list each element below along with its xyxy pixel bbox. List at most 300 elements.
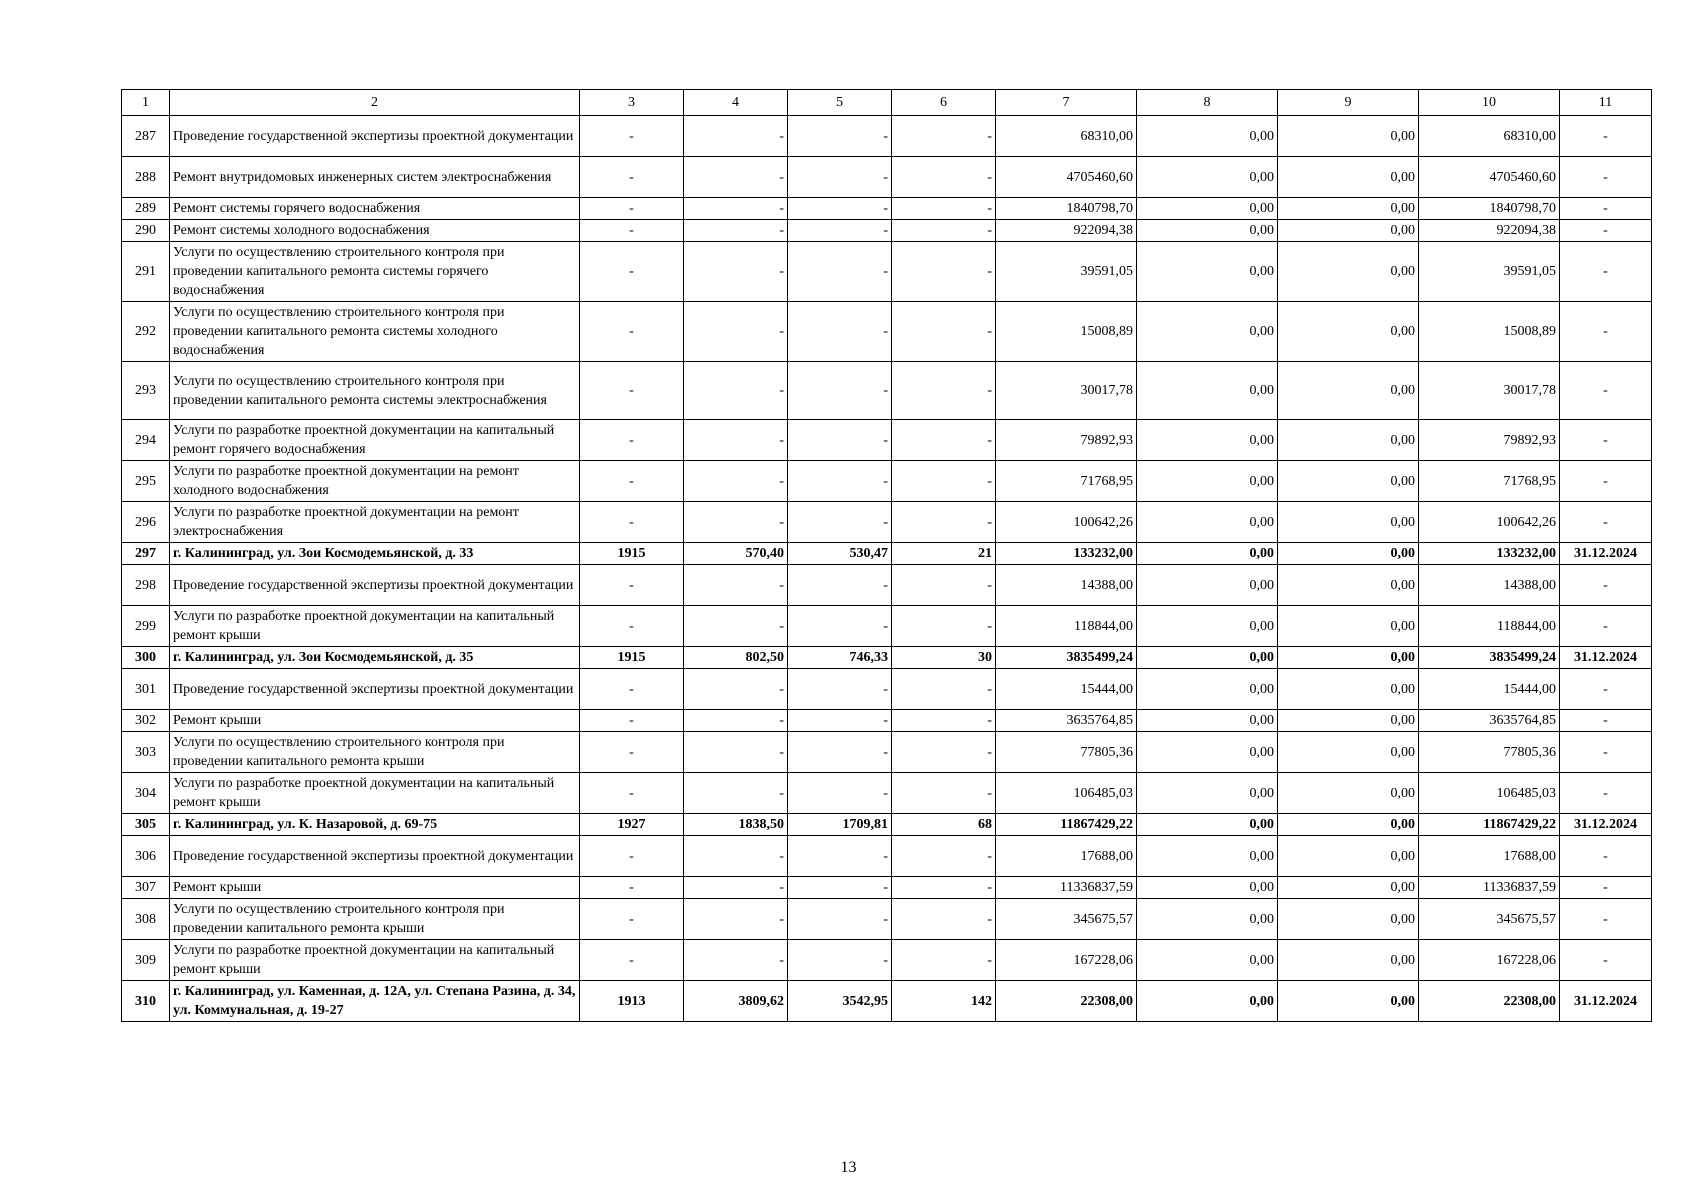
table-cell-col-10: 3835499,24: [1419, 647, 1560, 669]
table-row: [122, 877, 1652, 899]
table-cell-col-10: 14388,00: [1419, 565, 1560, 606]
table-cell-col-6: -: [892, 899, 996, 940]
table-cell-col-10: 167228,06: [1419, 940, 1560, 981]
table-cell-col-8: 0,00: [1137, 420, 1278, 461]
table-cell-col-5: -: [788, 836, 892, 877]
table-cell-col-6: -: [892, 940, 996, 981]
table-cell-col-6: 142: [892, 981, 996, 1022]
table-cell-col-1: 301: [122, 669, 170, 710]
table-cell-col-8: 0,00: [1137, 502, 1278, 543]
table-cell-col-7: 15444,00: [996, 669, 1137, 710]
table-cell-col-3: 1915: [580, 647, 684, 669]
table-cell-col-11: -: [1560, 732, 1652, 773]
table-cell-col-3: -: [580, 242, 684, 302]
table-cell-col-6: -: [892, 198, 996, 220]
table-cell-col-9: 0,00: [1278, 116, 1419, 157]
table-cell-col-2: Услуги по осуществлению строительного контроля при проведении капитального ремонта крыши: [170, 732, 580, 773]
column-number-header: 6: [892, 90, 996, 116]
table-cell-col-5: -: [788, 362, 892, 420]
table-cell-col-6: -: [892, 836, 996, 877]
table-cell-col-1: 309: [122, 940, 170, 981]
table-cell-col-10: 15444,00: [1419, 669, 1560, 710]
table-cell-col-3: -: [580, 669, 684, 710]
table-cell-col-4: -: [684, 669, 788, 710]
table-cell-col-6: -: [892, 461, 996, 502]
table-cell-col-11: -: [1560, 606, 1652, 647]
table-cell-col-7: 71768,95: [996, 461, 1137, 502]
table-cell-col-1: 299: [122, 606, 170, 647]
table-cell-col-4: -: [684, 502, 788, 543]
table-cell-col-10: 71768,95: [1419, 461, 1560, 502]
table-cell-col-8: 0,00: [1137, 940, 1278, 981]
table-cell-col-3: 1915: [580, 543, 684, 565]
table-cell-col-5: 3542,95: [788, 981, 892, 1022]
column-number-header: 3: [580, 90, 684, 116]
table-cell-col-11: -: [1560, 461, 1652, 502]
table-cell-col-6: -: [892, 157, 996, 198]
table-cell-col-9: 0,00: [1278, 877, 1419, 899]
table-cell-col-2: Услуги по осуществлению строительного контроля при проведении капитального ремонта системы электроснабжения: [170, 362, 580, 420]
table-cell-col-3: -: [580, 710, 684, 732]
table-row: [122, 710, 1652, 732]
table-cell-col-9: 0,00: [1278, 302, 1419, 362]
table-row: [122, 732, 1652, 773]
table-cell-col-2: Ремонт системы холодного водоснабжения: [170, 220, 580, 242]
table-cell-col-10: 118844,00: [1419, 606, 1560, 647]
table-cell-col-2: Проведение государственной экспертизы проектной документации: [170, 565, 580, 606]
table-cell-col-2: г. Калининград, ул. Каменная, д. 12А, ул. Степана Разина, д. 34, ул. Коммунальная, д. 19-27: [170, 981, 580, 1022]
table-cell-col-4: -: [684, 157, 788, 198]
table-cell-col-5: -: [788, 732, 892, 773]
table-cell-col-5: -: [788, 502, 892, 543]
table-cell-col-8: 0,00: [1137, 198, 1278, 220]
table-cell-col-9: 0,00: [1278, 940, 1419, 981]
table-row: [122, 116, 1652, 157]
table-cell-col-5: 1709,81: [788, 814, 892, 836]
table-cell-col-10: 22308,00: [1419, 981, 1560, 1022]
table-cell-col-3: -: [580, 836, 684, 877]
page-number: 13: [840, 1159, 857, 1176]
column-number-header: 2: [170, 90, 580, 116]
table-cell-col-7: 17688,00: [996, 836, 1137, 877]
table-cell-col-8: 0,00: [1137, 461, 1278, 502]
table-cell-col-8: 0,00: [1137, 899, 1278, 940]
table-cell-col-8: 0,00: [1137, 242, 1278, 302]
table-cell-col-1: 295: [122, 461, 170, 502]
table-cell-col-1: 296: [122, 502, 170, 543]
table-cell-col-4: -: [684, 242, 788, 302]
table-cell-col-3: -: [580, 502, 684, 543]
table-cell-col-8: 0,00: [1137, 710, 1278, 732]
table-cell-col-2: Услуги по осуществлению строительного контроля при проведении капитального ремонта крыши: [170, 899, 580, 940]
table-cell-col-3: -: [580, 899, 684, 940]
table-row: [122, 502, 1652, 543]
table-row: [122, 773, 1652, 814]
table-cell-col-3: -: [580, 302, 684, 362]
table-cell-col-3: -: [580, 732, 684, 773]
table-cell-col-2: Услуги по осуществлению строительного контроля при проведении капитального ремонта системы горячего водоснабжения: [170, 242, 580, 302]
table-cell-col-11: -: [1560, 940, 1652, 981]
table-cell-col-2: Услуги по разработке проектной документации на ремонт электроснабжения: [170, 502, 580, 543]
table-cell-col-10: 79892,93: [1419, 420, 1560, 461]
table-cell-col-5: -: [788, 773, 892, 814]
table-cell-col-9: 0,00: [1278, 198, 1419, 220]
table-cell-col-9: 0,00: [1278, 773, 1419, 814]
address-row: [122, 981, 1652, 1022]
table-cell-col-7: 3835499,24: [996, 647, 1137, 669]
table-cell-col-7: 11867429,22: [996, 814, 1137, 836]
table-cell-col-6: -: [892, 669, 996, 710]
table-cell-col-4: -: [684, 836, 788, 877]
table-cell-col-11: 31.12.2024: [1560, 543, 1652, 565]
table-cell-col-4: 3809,62: [684, 981, 788, 1022]
table-cell-col-5: -: [788, 710, 892, 732]
table-cell-col-11: -: [1560, 669, 1652, 710]
table-row: [122, 899, 1652, 940]
table-cell-col-8: 0,00: [1137, 157, 1278, 198]
table-row: [122, 362, 1652, 420]
table-cell-col-3: -: [580, 362, 684, 420]
table-cell-col-1: 300: [122, 647, 170, 669]
table-cell-col-2: Проведение государственной экспертизы проектной документации: [170, 836, 580, 877]
table-cell-col-9: 0,00: [1278, 836, 1419, 877]
table-cell-col-7: 30017,78: [996, 362, 1137, 420]
table-cell-col-4: -: [684, 606, 788, 647]
table-cell-col-8: 0,00: [1137, 647, 1278, 669]
table-cell-col-3: -: [580, 420, 684, 461]
table-cell-col-9: 0,00: [1278, 242, 1419, 302]
table-cell-col-11: -: [1560, 836, 1652, 877]
table-cell-col-2: г. Калининград, ул. Зои Космодемьянской, д. 35: [170, 647, 580, 669]
table-cell-col-10: 922094,38: [1419, 220, 1560, 242]
table-cell-col-6: 21: [892, 543, 996, 565]
table-cell-col-10: 30017,78: [1419, 362, 1560, 420]
table-cell-col-1: 291: [122, 242, 170, 302]
table-cell-col-8: 0,00: [1137, 814, 1278, 836]
table-cell-col-2: Проведение государственной экспертизы проектной документации: [170, 116, 580, 157]
table-cell-col-8: 0,00: [1137, 362, 1278, 420]
address-row: [122, 647, 1652, 669]
table-cell-col-7: 3635764,85: [996, 710, 1137, 732]
table-cell-col-1: 290: [122, 220, 170, 242]
table-cell-col-3: -: [580, 940, 684, 981]
table-cell-col-6: -: [892, 242, 996, 302]
column-number-header: 10: [1419, 90, 1560, 116]
table-cell-col-7: 118844,00: [996, 606, 1137, 647]
table-cell-col-9: 0,00: [1278, 362, 1419, 420]
table-cell-col-4: 1838,50: [684, 814, 788, 836]
table-cell-col-7: 22308,00: [996, 981, 1137, 1022]
table-cell-col-4: -: [684, 773, 788, 814]
table-row: [122, 836, 1652, 877]
table-cell-col-2: Услуги по разработке проектной документации на капитальный ремонт крыши: [170, 940, 580, 981]
table-cell-col-4: -: [684, 420, 788, 461]
table-cell-col-9: 0,00: [1278, 543, 1419, 565]
table-cell-col-3: -: [580, 565, 684, 606]
table-cell-col-4: -: [684, 877, 788, 899]
table-cell-col-6: -: [892, 710, 996, 732]
table-cell-col-5: -: [788, 157, 892, 198]
table-cell-col-6: -: [892, 220, 996, 242]
table-cell-col-10: 345675,57: [1419, 899, 1560, 940]
table-cell-col-5: -: [788, 940, 892, 981]
table-cell-col-10: 1840798,70: [1419, 198, 1560, 220]
table-cell-col-5: -: [788, 242, 892, 302]
table-cell-col-11: -: [1560, 157, 1652, 198]
column-number-header: 9: [1278, 90, 1419, 116]
table-cell-col-7: 39591,05: [996, 242, 1137, 302]
table-cell-col-9: 0,00: [1278, 606, 1419, 647]
table-cell-col-8: 0,00: [1137, 302, 1278, 362]
table-cell-col-2: Ремонт внутридомовых инженерных систем электроснабжения: [170, 157, 580, 198]
table-row: [122, 302, 1652, 362]
table-cell-col-10: 11336837,59: [1419, 877, 1560, 899]
registry-table: [121, 89, 1652, 1022]
table-cell-col-7: 79892,93: [996, 420, 1137, 461]
table-cell-col-1: 292: [122, 302, 170, 362]
table-cell-col-4: -: [684, 302, 788, 362]
column-number-header: 11: [1560, 90, 1652, 116]
table-cell-col-2: г. Калининград, ул. К. Назаровой, д. 69-75: [170, 814, 580, 836]
table-cell-col-10: 77805,36: [1419, 732, 1560, 773]
table-cell-col-6: -: [892, 773, 996, 814]
table-row: [122, 242, 1652, 302]
table-cell-col-7: 14388,00: [996, 565, 1137, 606]
table-cell-col-7: 133232,00: [996, 543, 1137, 565]
table-cell-col-10: 39591,05: [1419, 242, 1560, 302]
table-cell-col-8: 0,00: [1137, 543, 1278, 565]
table-cell-col-2: Ремонт крыши: [170, 710, 580, 732]
table-cell-col-3: -: [580, 220, 684, 242]
table-cell-col-7: 922094,38: [996, 220, 1137, 242]
table-cell-col-2: Услуги по разработке проектной документации на капитальный ремонт крыши: [170, 773, 580, 814]
table-cell-col-4: -: [684, 732, 788, 773]
table-cell-col-7: 77805,36: [996, 732, 1137, 773]
table-row: [122, 157, 1652, 198]
table-cell-col-3: -: [580, 606, 684, 647]
table-cell-col-10: 100642,26: [1419, 502, 1560, 543]
table-cell-col-3: -: [580, 116, 684, 157]
table-cell-col-7: 4705460,60: [996, 157, 1137, 198]
table-cell-col-8: 0,00: [1137, 773, 1278, 814]
table-cell-col-4: -: [684, 940, 788, 981]
table-cell-col-4: 802,50: [684, 647, 788, 669]
table-row: [122, 461, 1652, 502]
table-cell-col-1: 305: [122, 814, 170, 836]
table-row: [122, 565, 1652, 606]
table-cell-col-1: 294: [122, 420, 170, 461]
table-cell-col-11: -: [1560, 362, 1652, 420]
table-cell-col-7: 106485,03: [996, 773, 1137, 814]
table-cell-col-1: 289: [122, 198, 170, 220]
table-cell-col-9: 0,00: [1278, 981, 1419, 1022]
table-cell-col-10: 17688,00: [1419, 836, 1560, 877]
table-cell-col-7: 1840798,70: [996, 198, 1137, 220]
table-row: [122, 198, 1652, 220]
table-cell-col-2: Проведение государственной экспертизы проектной документации: [170, 669, 580, 710]
table-cell-col-3: -: [580, 773, 684, 814]
table-cell-col-6: -: [892, 362, 996, 420]
table-cell-col-3: -: [580, 157, 684, 198]
table-cell-col-5: 530,47: [788, 543, 892, 565]
table-cell-col-4: -: [684, 565, 788, 606]
table-cell-col-6: -: [892, 877, 996, 899]
table-cell-col-3: -: [580, 461, 684, 502]
table-cell-col-1: 307: [122, 877, 170, 899]
table-cell-col-5: -: [788, 669, 892, 710]
table-cell-col-10: 106485,03: [1419, 773, 1560, 814]
table-cell-col-11: -: [1560, 899, 1652, 940]
table-cell-col-5: -: [788, 116, 892, 157]
table-cell-col-5: -: [788, 420, 892, 461]
table-cell-col-11: -: [1560, 710, 1652, 732]
column-number-header-row: [122, 90, 1652, 116]
table-cell-col-7: 15008,89: [996, 302, 1137, 362]
table-cell-col-5: -: [788, 877, 892, 899]
column-number-header: 7: [996, 90, 1137, 116]
table-cell-col-4: -: [684, 710, 788, 732]
table-cell-col-1: 287: [122, 116, 170, 157]
table-cell-col-11: 31.12.2024: [1560, 647, 1652, 669]
table-row: [122, 420, 1652, 461]
column-number-header: 5: [788, 90, 892, 116]
table-cell-col-2: Ремонт системы горячего водоснабжения: [170, 198, 580, 220]
table-cell-col-3: -: [580, 877, 684, 899]
table-cell-col-8: 0,00: [1137, 220, 1278, 242]
table-cell-col-3: 1927: [580, 814, 684, 836]
address-row: [122, 543, 1652, 565]
table-cell-col-5: -: [788, 565, 892, 606]
table-cell-col-5: 746,33: [788, 647, 892, 669]
table-cell-col-9: 0,00: [1278, 899, 1419, 940]
table-cell-col-5: -: [788, 220, 892, 242]
table-cell-col-10: 4705460,60: [1419, 157, 1560, 198]
table-cell-col-9: 0,00: [1278, 461, 1419, 502]
table-cell-col-8: 0,00: [1137, 606, 1278, 647]
table-cell-col-2: Услуги по разработке проектной документации на капитальный ремонт горячего водоснабжения: [170, 420, 580, 461]
table-cell-col-11: -: [1560, 220, 1652, 242]
table-cell-col-8: 0,00: [1137, 116, 1278, 157]
table-cell-col-6: -: [892, 606, 996, 647]
table-cell-col-9: 0,00: [1278, 502, 1419, 543]
table-cell-col-1: 297: [122, 543, 170, 565]
table-cell-col-1: 293: [122, 362, 170, 420]
table-cell-col-10: 3635764,85: [1419, 710, 1560, 732]
table-cell-col-3: -: [580, 198, 684, 220]
table-cell-col-6: -: [892, 732, 996, 773]
table-cell-col-6: -: [892, 420, 996, 461]
table-cell-col-9: 0,00: [1278, 732, 1419, 773]
table-cell-col-2: Услуги по разработке проектной документации на ремонт холодного водоснабжения: [170, 461, 580, 502]
table-cell-col-11: 31.12.2024: [1560, 814, 1652, 836]
table-cell-col-5: -: [788, 302, 892, 362]
table-cell-col-2: Ремонт крыши: [170, 877, 580, 899]
table-cell-col-1: 298: [122, 565, 170, 606]
table-cell-col-9: 0,00: [1278, 220, 1419, 242]
table-cell-col-7: 11336837,59: [996, 877, 1137, 899]
table-cell-col-10: 133232,00: [1419, 543, 1560, 565]
table-row: [122, 606, 1652, 647]
table-cell-col-4: -: [684, 116, 788, 157]
table-cell-col-6: -: [892, 565, 996, 606]
table-cell-col-11: -: [1560, 877, 1652, 899]
table-cell-col-5: -: [788, 461, 892, 502]
table-cell-col-11: -: [1560, 302, 1652, 362]
table-cell-col-9: 0,00: [1278, 157, 1419, 198]
table-cell-col-9: 0,00: [1278, 710, 1419, 732]
table-cell-col-5: -: [788, 198, 892, 220]
table-cell-col-10: 15008,89: [1419, 302, 1560, 362]
table-cell-col-1: 310: [122, 981, 170, 1022]
table-cell-col-1: 302: [122, 710, 170, 732]
table-cell-col-11: -: [1560, 565, 1652, 606]
table-cell-col-11: -: [1560, 773, 1652, 814]
table-cell-col-9: 0,00: [1278, 420, 1419, 461]
table-cell-col-9: 0,00: [1278, 814, 1419, 836]
table-cell-col-5: -: [788, 899, 892, 940]
table-cell-col-8: 0,00: [1137, 836, 1278, 877]
table-cell-col-7: 345675,57: [996, 899, 1137, 940]
table-cell-col-1: 304: [122, 773, 170, 814]
table-cell-col-6: -: [892, 116, 996, 157]
table-cell-col-9: 0,00: [1278, 565, 1419, 606]
table-cell-col-11: -: [1560, 116, 1652, 157]
table-cell-col-1: 303: [122, 732, 170, 773]
table-cell-col-6: -: [892, 502, 996, 543]
column-number-header: 4: [684, 90, 788, 116]
table-cell-col-2: Услуги по осуществлению строительного контроля при проведении капитального ремонта системы холодного водоснабжения: [170, 302, 580, 362]
table-cell-col-11: 31.12.2024: [1560, 981, 1652, 1022]
table-cell-col-8: 0,00: [1137, 981, 1278, 1022]
table-cell-col-11: -: [1560, 242, 1652, 302]
table-row: [122, 669, 1652, 710]
table-cell-col-9: 0,00: [1278, 647, 1419, 669]
column-number-header: 8: [1137, 90, 1278, 116]
table-cell-col-10: 68310,00: [1419, 116, 1560, 157]
table-cell-col-2: Услуги по разработке проектной документации на капитальный ремонт крыши: [170, 606, 580, 647]
table-cell-col-7: 68310,00: [996, 116, 1137, 157]
table-cell-col-11: -: [1560, 198, 1652, 220]
table-cell-col-6: 30: [892, 647, 996, 669]
table-cell-col-1: 288: [122, 157, 170, 198]
table-cell-col-4: 570,40: [684, 543, 788, 565]
table-cell-col-7: 167228,06: [996, 940, 1137, 981]
table-cell-col-10: 11867429,22: [1419, 814, 1560, 836]
table-cell-col-2: г. Калининград, ул. Зои Космодемьянской, д. 33: [170, 543, 580, 565]
table-cell-col-3: 1913: [580, 981, 684, 1022]
table-cell-col-5: -: [788, 606, 892, 647]
table-cell-col-8: 0,00: [1137, 669, 1278, 710]
table-row: [122, 220, 1652, 242]
table-cell-col-8: 0,00: [1137, 732, 1278, 773]
table-cell-col-4: -: [684, 899, 788, 940]
table-cell-col-11: -: [1560, 420, 1652, 461]
table-cell-col-4: -: [684, 461, 788, 502]
table-cell-col-9: 0,00: [1278, 669, 1419, 710]
table-body: [122, 90, 1652, 1022]
table-row: [122, 940, 1652, 981]
table-cell-col-8: 0,00: [1137, 565, 1278, 606]
table-cell-col-6: -: [892, 302, 996, 362]
table-cell-col-4: -: [684, 220, 788, 242]
table-cell-col-6: 68: [892, 814, 996, 836]
table-cell-col-4: -: [684, 362, 788, 420]
table-cell-col-8: 0,00: [1137, 877, 1278, 899]
table-cell-col-1: 308: [122, 899, 170, 940]
table-cell-col-7: 100642,26: [996, 502, 1137, 543]
table-cell-col-4: -: [684, 198, 788, 220]
table-cell-col-11: -: [1560, 502, 1652, 543]
